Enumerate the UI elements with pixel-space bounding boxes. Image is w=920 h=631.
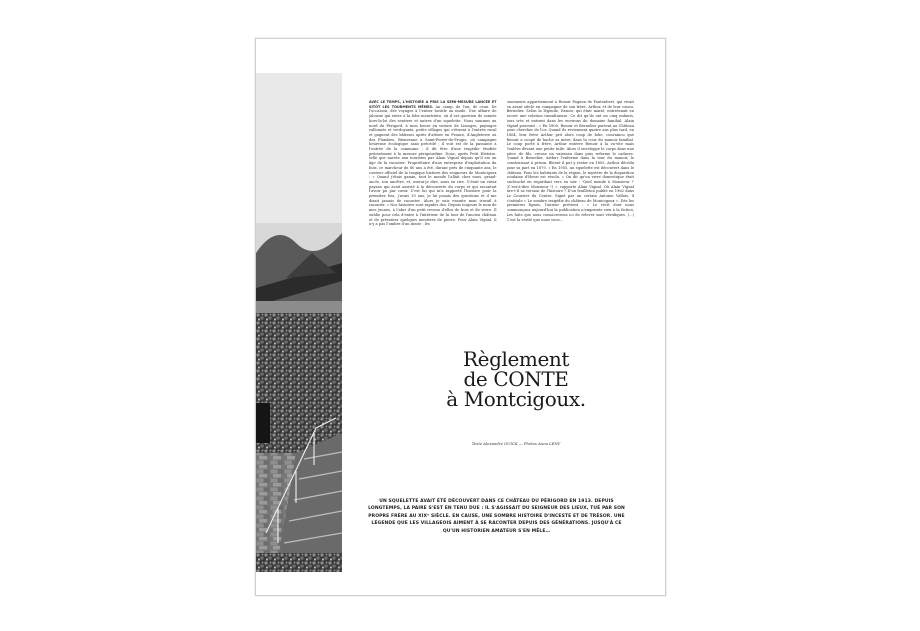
- headline-line-2: de CONTE: [463, 367, 569, 391]
- headline-line-1: Règlement: [462, 347, 570, 371]
- article-left-body: Au camp, de l'un, de ceux. De l'occasion, des voyages à l'entier hostile au mode. Une affaire de jalousie qui entre à la folie meurtrière, où il est question de sonnés hors-la-loi des sentiers et autres d'un squelette. Nous sommes au nord du Périgord, à mon heure en voiture de Limoges, paysages vallonnés et verdoyants, petits villages qui s'étirent à l'entrée rural et gagnent des bâtisses après d'attirer en France, d'Angleterre ou des Flandres. Bienvenue à Saint-Pierre-de-Frugie, où campagne heureuse écologique sans précédé ; il voit est de la passante à l'entrée de la commune ; il dit être d'une tragédie étudiée précisément à la mesure périgourdine. Donc, après Petit Histoire, telle que narrée aux touristes par Alain Vignal depuis qu'il est un âge de la raconter. Propriétaire d'une entreprise d'exploitation du bois, ce marcheur de 80 ans a été, durant près de cinquante ans, le conteur officiel de la tragique histoire des seigneurs de Montcigoux : « Quand j'étais gamin, tout le monde l'allait chez nous, grand-oncle, son ancêtre, et, oserai-je dire, nous en rire. C'était un vieux paysan qui avait assisté à la découverte du corps et qui racontait l'avoir pu par cœur. C'est lui qui m'a rapporté l'histoire pour la première fois, j'avais 10 ans, je lui posais des questions et il me disait jamais de raconter. Alors je suis ensuite mon travail à raconter. » Nos histoires sont rapides des. Depuis toujours le nom de mes jeunes, à l'abri d'un petit revenu d'elles de bois et de verre. Il oublie pour cela d'entre à l'intérieur de la tour de l'ancien château et de présenter quelques meurtres de pierre. Pour Alain Vignal, il n'y a pas l'ombre d'un doute : les: [369, 104, 497, 227]
- article-lead: AVEC LE TEMPS, L'HISTOIRE A PRIS LA SEMI-MESURE LANCÉE ET SITÔT LES TOURMENTS MÊMES.: [369, 100, 497, 109]
- headline-line-3: à Montcigoux.: [446, 387, 586, 411]
- article-credits: Texte Alexandre OUICK — Photos Anna LENY: [471, 441, 561, 446]
- article-column-left: [369, 100, 497, 340]
- article-intro: UN SQUELETTE AVAIT ÉTÉ DÉCOUVERT DANS CE CHÂTEAU DU PÉRIGORD EN 1913. DEPUIS LONGTEMPS, LA PAIRE S'EST EN TENU DUE : IL S'AGISSAIT DU SEIGNEUR DES LIEUX, TUÉ PAR SON PROPRE FRÈRE AU XIXᵉ SIÈCLE. EN CAUSE, UNE SOMBRE HISTOIRE D'INCESTE ET DE TRÉSOR. UNE LÉGENDE QUE LES VILLAGEOIS AIMENT À SE RACONTER DEPUIS DES GÉNÉRATIONS. JUSQU'À CE QU'UN HISTORIEN AMATEUR S'EN MÊLE…: [368, 499, 625, 534]
- article-right-body: ossements appartiennent à Renoir Paguen de Fontenbert, qui vivait en avant siècle en compagnie de son frère, Arthur, et de leur cousu, Bernelier. Selon la légende, Renoir, qui était marié, entretenait en secret une relation tumultueuse. Ce dit qu'ils ont en cinq enfants, tous très et entrent dans les environs du domaine familial. Alain Vignal poursuit : « En 1800, Renoir et Bernelier partent au Château pour chercher de l'or. Quand ils reviennent quatre ans plus tard, en 1804, leur frère Arthur prit alors coup de folie, convaincu que Renoir a coupé de hache sa mère, dans la cour du manoir familial. Le coup porté à frère, Arthur enterre Renoir à la va-vite mais l'enlève devant une petite tuile. Alors il enveloppe le corps dans une pièce de fils, creuse un vaisseau dans puis referme le cadavre. Quand à Bernelier, Arthur l'enferme dans la tour du manoir, le construisant à prison. Blessé il put y rester en 1805. Arthur décéda pour sa part en 1870. » En 1955, un squelette est découvert dans le château. Pour les habitants de la région, le mystère de la disparition soudaine d'Henri est résolu. « On dit qu'on vivre domestique était enclenché en regardant vers en soir : 'Quel monde à Monsieur !' (C'est-à-dire Monsieur !) », rapporte Alain Vignal. Où Alain Vignal tire-t-il sa version de l'histoire ? D'un feuilleton publié en 1962 dans Le Courrier du Centre. Signé par un certain Antoine Vallois, il s'intitule « Le sombre tragédie du château de Montcigoux ». Dès les premières lignes, l'auteur prévient : « Le récit dont nous commençons aujourd'hui la publication n'emprunte rien à la fiction. Les faits que nous consacrerons ici de relever sont véridiques. (...) C'est la vérité que nous vous…: [506, 100, 634, 222]
- chateau-stairs-photo: [256, 73, 342, 572]
- article-headline: [406, 349, 626, 409]
- article-columns: [369, 100, 634, 340]
- article-column-right: [507, 100, 635, 340]
- magazine-page: [255, 38, 666, 596]
